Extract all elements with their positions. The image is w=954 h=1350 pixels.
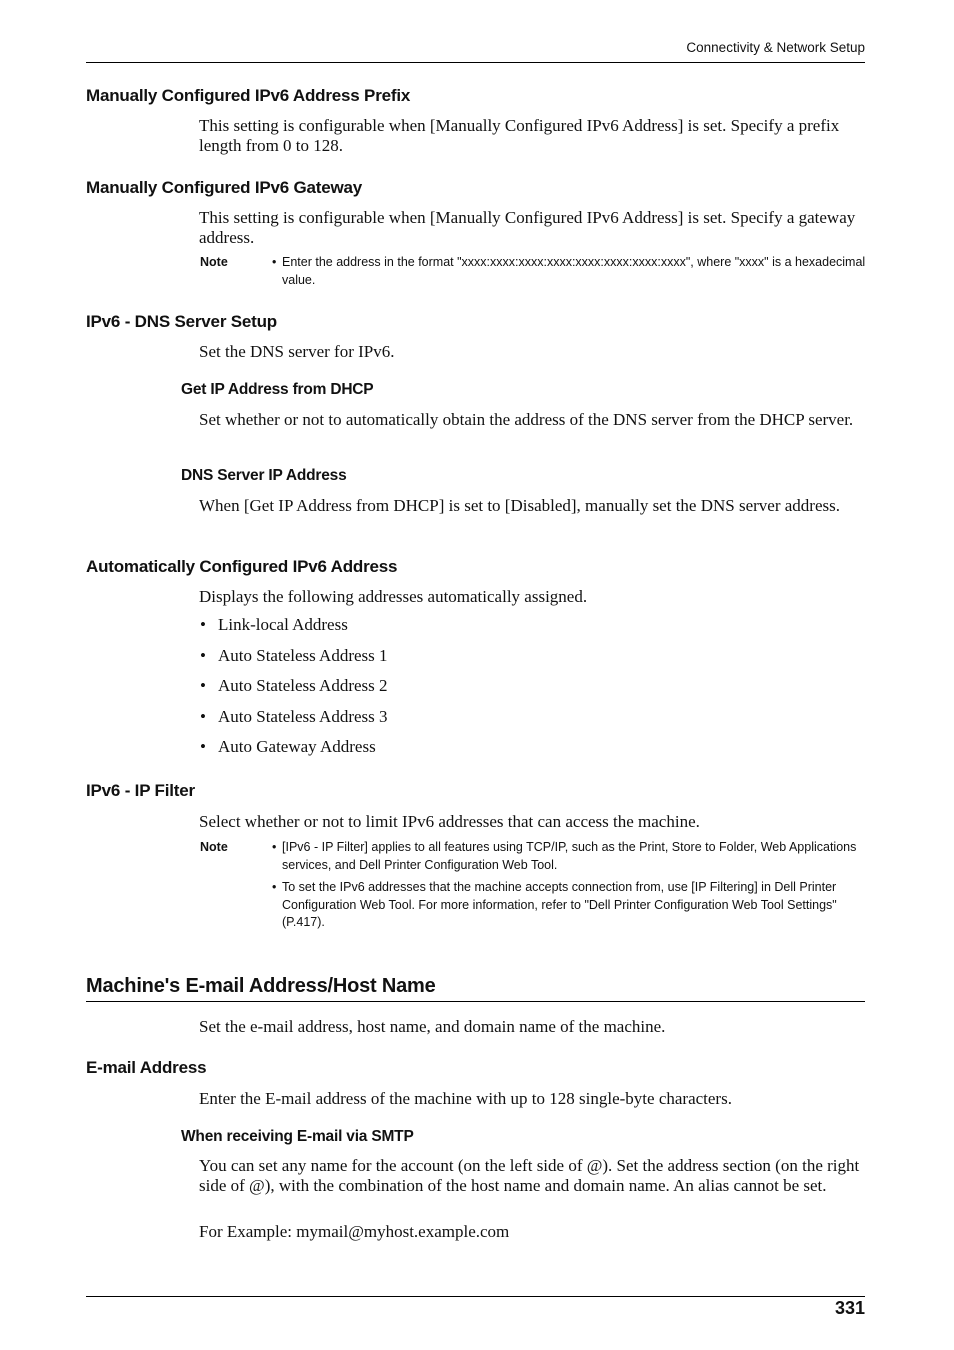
- section-rule: [86, 1001, 865, 1002]
- heading-ip-filter: IPv6 - IP Filter: [86, 781, 195, 800]
- note-text: [IPv6 - IP Filter] applies to all features using TCP/IP, such as the Print, Store to Folder, Web Applications services, and Dell Printer Configuration Web Tool.: [282, 840, 857, 872]
- paragraph-email-host-name: Set the e-mail address, host name, and domain name of the machine.: [199, 1017, 666, 1036]
- list-item: • Link-local Address: [200, 615, 348, 634]
- footer-rule: [86, 1296, 865, 1297]
- note-bullet: •: [272, 880, 277, 894]
- subheading-dns-server-ip: DNS Server IP Address: [181, 467, 347, 484]
- heading-auto-ipv6: Automatically Configured IPv6 Address: [86, 557, 398, 576]
- paragraph-dns-server-setup: Set the DNS server for IPv6.: [199, 342, 395, 361]
- subheading-get-ip-from-dhcp: Get IP Address from DHCP: [181, 381, 374, 398]
- note-label: Note: [200, 840, 228, 854]
- page-number: 331: [834, 1298, 865, 1318]
- paragraph-dns-server-ip: When [Get IP Address from DHCP] is set to [Disabled], manually set the DNS server address.: [199, 496, 840, 515]
- paragraph-ip-filter: Select whether or not to limit IPv6 addresses that can access the machine.: [199, 812, 700, 831]
- note-item: [272, 879, 866, 932]
- running-header: Connectivity & Network Setup: [686, 40, 865, 55]
- header-rule: [86, 62, 865, 63]
- note-text: Enter the address in the format "xxxx:xxxx:xxxx:xxxx:xxxx:xxxx:xxxx:xxxx", where "xxxx" is a hexadecimal value.: [282, 255, 866, 287]
- note-item: [272, 839, 866, 874]
- paragraph-example: For Example: mymail@myhost.example.com: [199, 1222, 510, 1241]
- heading-email-host-name: Machine's E-mail Address/Host Name: [86, 975, 436, 997]
- list-item: • Auto Stateless Address 3: [200, 707, 388, 726]
- heading-ipv6-gateway: Manually Configured IPv6 Gateway: [86, 178, 363, 197]
- note-text: To set the IPv6 addresses that the machine accepts connection from, use [IP Filtering] in Dell Printer Configuration Web Tool. For more information, refer to "Dell Printer Configuration Web Tool Settings" (P.417).: [282, 880, 837, 929]
- list-item: • Auto Gateway Address: [200, 737, 376, 756]
- paragraph-get-ip-from-dhcp: Set whether or not to automatically obtain the address of the DNS server from the DHCP server.: [199, 410, 854, 429]
- note-bullet: •: [272, 255, 277, 269]
- heading-email-address: E-mail Address: [86, 1058, 207, 1077]
- note-bullet: •: [272, 840, 277, 854]
- paragraph-email-address: Enter the E-mail address of the machine with up to 128 single-byte characters.: [199, 1089, 732, 1108]
- list-item: • Auto Stateless Address 1: [200, 646, 388, 665]
- note-item: [272, 254, 866, 289]
- list-item: • Auto Stateless Address 2: [200, 676, 388, 695]
- subheading-smtp: When receiving E-mail via SMTP: [181, 1128, 414, 1145]
- paragraph-smtp: You can set any name for the account (on the left side of @). Set the address section (on the right side of @), with the combination of the host name and domain name. An alias cannot be set.: [199, 1156, 860, 1195]
- note-label: Note: [200, 255, 228, 269]
- paragraph-ipv6-gateway: This setting is configurable when [Manually Configured IPv6 Address] is set. Specify a gateway address.: [199, 208, 856, 247]
- paragraph-ipv6-prefix: This setting is configurable when [Manually Configured IPv6 Address] is set. Specify a prefix length from 0 to 128.: [199, 116, 840, 155]
- heading-dns-server-setup: IPv6 - DNS Server Setup: [86, 312, 277, 331]
- heading-ipv6-prefix: Manually Configured IPv6 Address Prefix: [86, 86, 411, 105]
- paragraph-auto-ipv6: Displays the following addresses automatically assigned.: [199, 587, 588, 606]
